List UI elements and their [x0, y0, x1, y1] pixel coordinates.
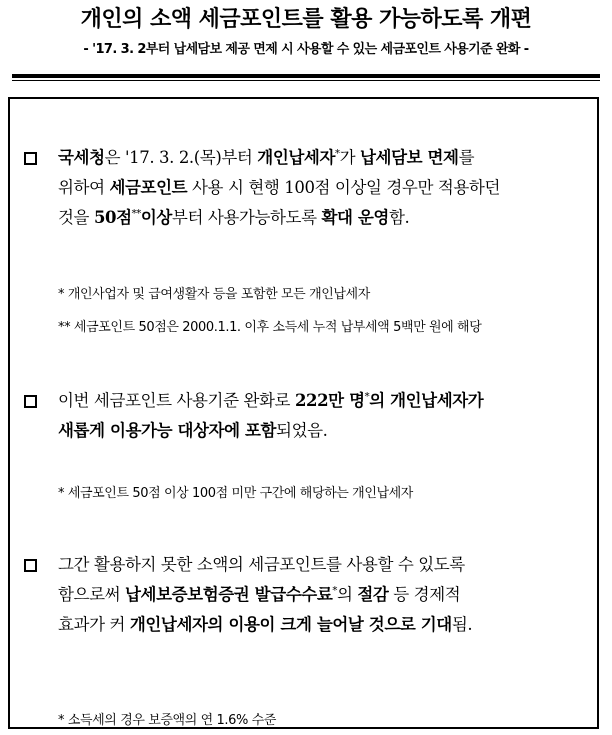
text: 사용 시 현행 100점 이상일 경우만 적용하던: [187, 178, 501, 197]
title-divider-thick: [12, 74, 600, 78]
page-subtitle: - '17. 3. 2부터 납세담보 제공 면제 시 사용할 수 있는 세금포인트 사용기준 완화 -: [83, 42, 529, 57]
text: 의: [336, 585, 358, 604]
footnote-marker: *: [332, 585, 337, 597]
text: 됨.: [451, 615, 473, 634]
text: 이번 세금포인트 사용기준 완화로: [58, 391, 295, 410]
paragraph-3-line-2: [58, 580, 606, 610]
paragraph-1-line-1: [58, 143, 606, 173]
footnote-marker: **: [131, 208, 141, 220]
title-divider-thin: [12, 80, 600, 81]
footnote-3: * 소득세의 경우 보증액의 연 1.6% 수준: [58, 713, 276, 728]
text-emphasis: 절감: [357, 585, 389, 604]
paragraph-1-line-3: [58, 203, 606, 233]
text: 가: [339, 148, 360, 167]
paragraph-2-line-1: [58, 386, 606, 416]
text-emphasis: 개인납세자의 이용이 크게 늘어날 것으로 기대: [129, 615, 452, 634]
text-emphasis: 세금포인트: [109, 178, 188, 197]
paragraph-3-line-1: [58, 550, 606, 580]
footnote-1a: * 개인사업자 및 급여생활자 등을 포함한 모든 개인납세자: [58, 287, 370, 302]
text-emphasis: 이상: [140, 208, 172, 227]
text: 부터 사용가능하도록: [171, 208, 322, 227]
page-title: 개인의 소액 세금포인트를 활용 가능하도록 개편: [80, 7, 532, 32]
paragraph-2-line-2: [58, 416, 606, 446]
paragraph-3-line-3: [58, 610, 606, 640]
footnote-marker: *: [335, 148, 340, 160]
footnote-marker: *: [364, 391, 370, 403]
text: 것을: [58, 208, 94, 227]
text: 함.: [388, 208, 410, 227]
text-emphasis: 의 개인납세자가: [369, 391, 484, 410]
text-emphasis: 납세담보 면제: [360, 148, 459, 167]
text-emphasis: 국세청: [58, 148, 105, 167]
paragraph-3: [58, 550, 606, 640]
text-emphasis: 50점: [93, 208, 132, 227]
text: 효과가 커: [58, 615, 130, 634]
text: 은 '17. 3. 2.(목)부터: [104, 148, 258, 167]
checkbox-bullet-icon: [24, 559, 37, 572]
paragraph-1-line-2: [58, 173, 606, 203]
text: 등 경제적: [388, 585, 461, 604]
paragraph-1: [58, 143, 606, 233]
checkbox-bullet-icon: [24, 395, 37, 408]
paragraph-2: [58, 386, 606, 446]
footnote-2: * 세금포인트 50점 이상 100점 미만 구간에 해당하는 개인납세자: [58, 486, 413, 501]
text: 위하여: [58, 178, 110, 197]
content-box: [8, 97, 599, 729]
checkbox-bullet-icon: [24, 152, 37, 165]
text-emphasis: 222만 명: [294, 391, 365, 410]
text-emphasis: 납세보증보험증권 발급수수료: [125, 585, 333, 604]
text-emphasis: 확대 운영: [321, 208, 389, 227]
footnote-1b: ** 세금포인트 50점은 2000.1.1. 이후 소득세 누적 납부세액 5백만 원에 해당: [58, 320, 482, 335]
text: 그간 활용하지 못한 소액의 세금포인트를 사용할 수 있도록: [58, 555, 465, 574]
text: 함으로써: [58, 585, 126, 604]
text: 되었음.: [276, 421, 328, 440]
text-emphasis: 새롭게 이용가능 대상자에 포함: [58, 421, 277, 440]
text-emphasis: 개인납세자: [257, 148, 335, 167]
text: 를: [458, 148, 475, 167]
